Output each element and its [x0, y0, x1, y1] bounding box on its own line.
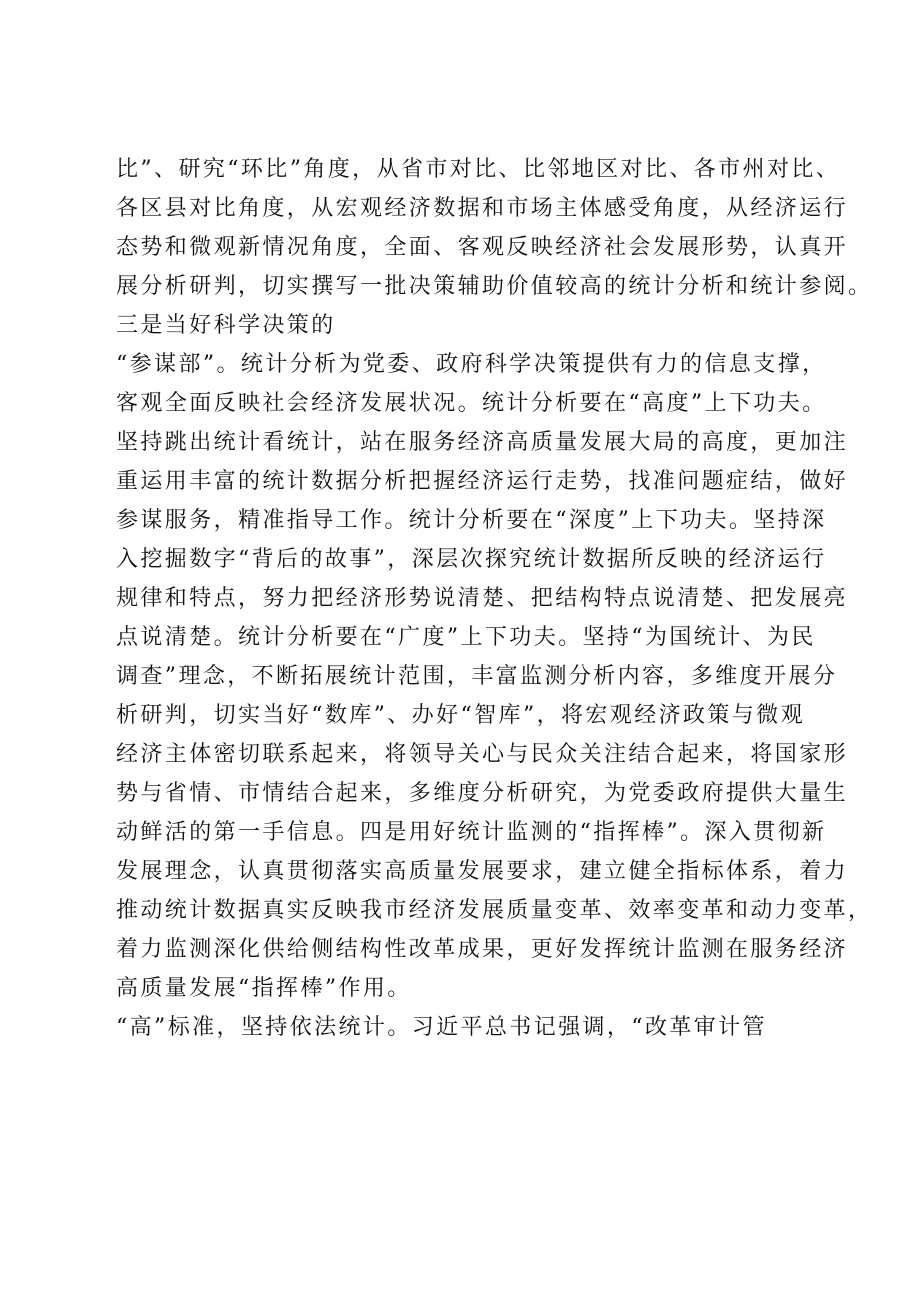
text-line: “参谋部”。统计分析为党委、政府科学决策提供有力的信息支撑， — [116, 352, 827, 377]
text-line: 点说清楚。统计分析要在“广度”上下功夫。坚持“为国统计、为民 — [116, 625, 816, 650]
text-line: 经济主体密切联系起来，将领导关心与民众关注结合起来，将国家形 — [116, 742, 849, 767]
text-line: 三是当好科学决策的 — [116, 313, 336, 338]
text-line: 着力监测深化供给侧结构性改革成果，更好发挥统计监测在服务经济 — [116, 937, 849, 962]
text-line: 调查”理念，不断拓展统计范围，丰富监测分析内容，多维度开展分 — [116, 664, 838, 689]
text-line: 各区县对比角度，从宏观经济数据和市场主体感受角度，从经济运行 — [116, 196, 849, 221]
text-line: 参谋服务，精准指导工作。统计分析要在“深度”上下功夫。坚持深 — [116, 508, 827, 533]
text-line: 发展理念，认真贯彻落实高质量发展要求，建立健全指标体系，着力 — [116, 859, 849, 884]
text-line: 推动统计数据真实反映我市经济发展质量变革、效率变革和动力变革， — [116, 898, 873, 923]
text-line: 态势和微观新情况角度，全面、客观反映经济社会发展形势，认真开 — [116, 235, 849, 260]
text-line: 析研判，切实当好“数库”、办好“智库”，将宏观经济政策与微观 — [116, 703, 805, 728]
text-line: 坚持跳出统计看统计，站在服务经济高质量发展大局的高度，更加注 — [116, 430, 849, 455]
text-line: 规律和特点，努力把经济形势说清楚、把结构特点说清楚、把发展亮 — [116, 586, 849, 611]
text-line: 动鲜活的第一手信息。四是用好统计监测的“指挥棒”。深入贯彻新 — [116, 820, 827, 845]
text-line: 高质量发展“指挥棒”作用。 — [116, 976, 412, 1001]
text-line: 比”、研究“环比”角度，从省市对比、比邻地区对比、各市州对比、 — [116, 157, 841, 182]
text-line: 展分析研判，切实撰写一批决策辅助价值较高的统计分析和统计参阅。 — [116, 274, 873, 299]
text-line: “高”标准，坚持依法统计。习近平总书记强调，“改革审计管 — [116, 1015, 767, 1040]
text-line: 入挖掘数字“背后的故事”，深层次探究统计数据所反映的经济运行 — [116, 547, 827, 572]
text-line: 客观全面反映社会经济发展状况。统计分析要在“高度”上下功夫。 — [116, 391, 827, 416]
text-line: 势与省情、市情结合起来，多维度分析研究，为党委政府提供大量生 — [116, 781, 849, 806]
text-line: 重运用丰富的统计数据分析把握经济运行走势，找准问题症结，做好 — [116, 469, 849, 494]
